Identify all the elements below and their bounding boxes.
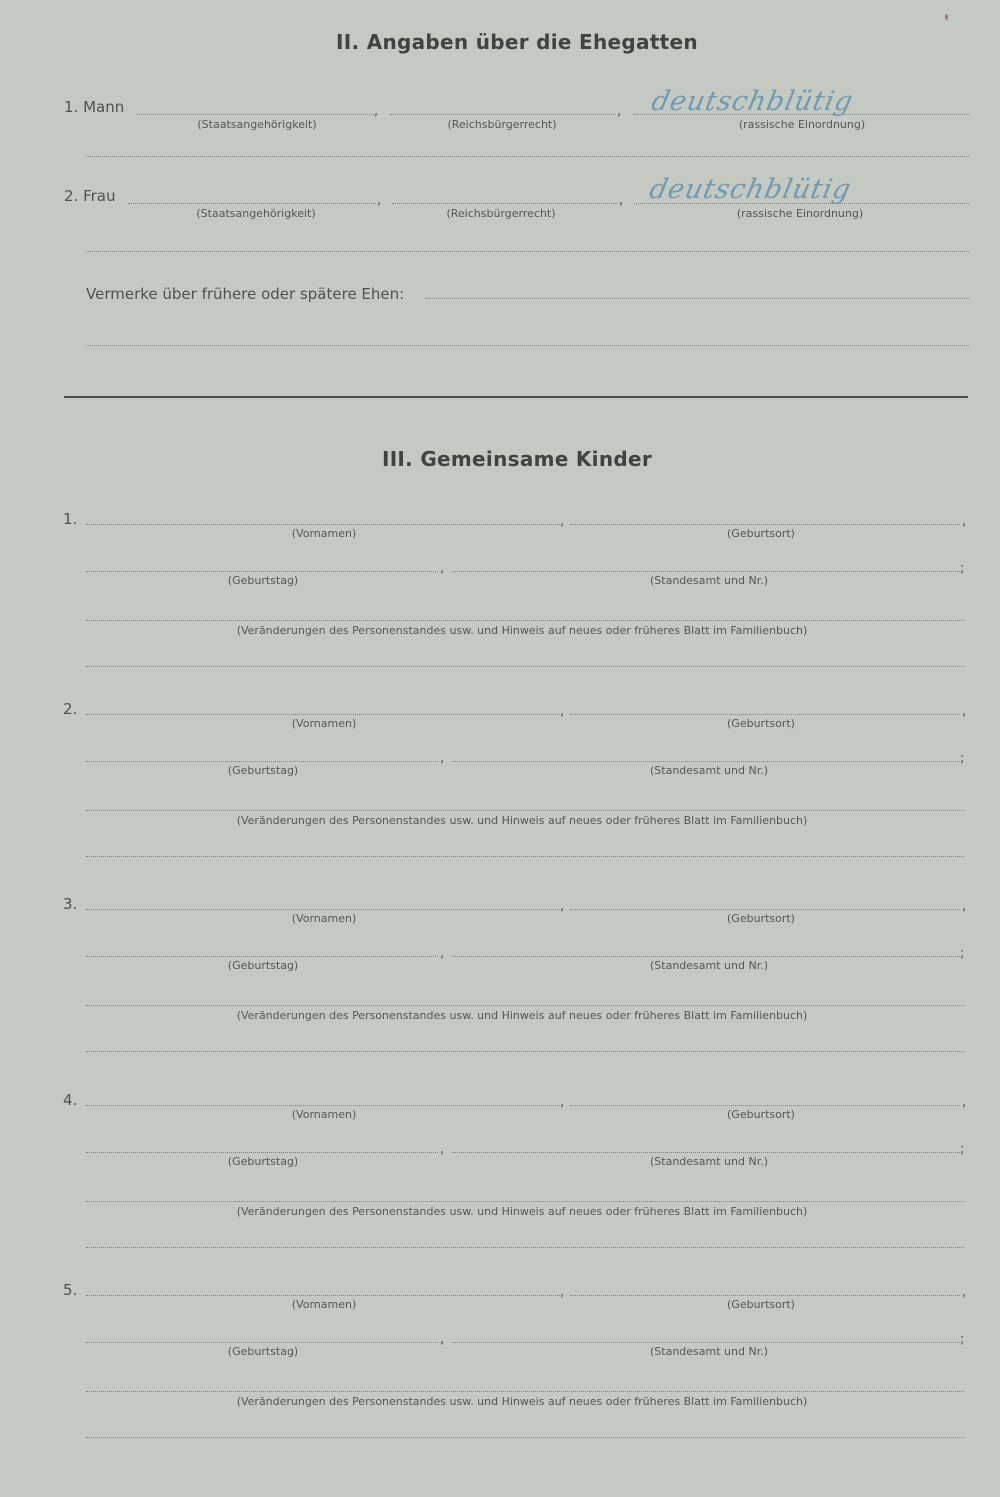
child-changes-caption: (Veränderungen des Personenstandes usw. und Hinweis auf neues oder früheres Blatt im Familienbuch) (236, 814, 808, 827)
child-number: 4. (63, 1091, 78, 1109)
semicolon: ; (960, 1142, 965, 1157)
man-reich-line[interactable] (390, 114, 616, 115)
child-birthday-caption: (Geburtstag) (227, 959, 299, 972)
child-birthday-caption: (Geburtstag) (227, 764, 299, 777)
man-citizenship-line[interactable] (137, 114, 374, 115)
child-number: 3. (63, 895, 78, 913)
child-registry-line[interactable] (452, 1342, 960, 1343)
child-birthplace-caption: (Geburtsort) (727, 912, 795, 925)
child-registry-caption: (Standesamt und Nr.) (650, 1345, 768, 1358)
child-birthday-line[interactable] (86, 1342, 438, 1343)
comma: , (560, 514, 565, 529)
comma: , (962, 514, 967, 529)
comma: , (374, 104, 379, 119)
comma: , (962, 1095, 967, 1110)
woman-label: 2. Frau (64, 187, 116, 205)
child-names-line[interactable] (86, 524, 560, 525)
child-birthday-line[interactable] (86, 956, 438, 957)
child-names-caption: (Vornamen) (291, 912, 357, 925)
child-registry-line[interactable] (452, 761, 960, 762)
child-birthday-line[interactable] (86, 761, 438, 762)
child-extra-line[interactable] (86, 856, 964, 857)
child-extra-line[interactable] (86, 1437, 964, 1438)
comma: , (962, 704, 967, 719)
child-changes-line[interactable] (86, 620, 964, 621)
child-changes-line[interactable] (86, 1005, 964, 1006)
child-registry-caption: (Standesamt und Nr.) (650, 959, 768, 972)
child-names-line[interactable] (86, 909, 560, 910)
child-birthplace-line[interactable] (570, 909, 960, 910)
child-extra-line[interactable] (86, 666, 964, 667)
child-birthplace-line[interactable] (570, 714, 960, 715)
child-names-caption: (Vornamen) (291, 717, 357, 730)
man-label: 1. Mann (64, 98, 125, 116)
comma: , (962, 899, 967, 914)
child-changes-line[interactable] (86, 1201, 964, 1202)
comma: , (560, 1285, 565, 1300)
comma: , (560, 704, 565, 719)
paper-stain (945, 14, 948, 20)
comma: , (377, 193, 382, 208)
child-birthplace-caption: (Geburtsort) (727, 1108, 795, 1121)
child-names-caption: (Vornamen) (291, 527, 357, 540)
child-registry-caption: (Standesamt und Nr.) (650, 1155, 768, 1168)
child-registry-caption: (Standesamt und Nr.) (650, 574, 768, 587)
child-birthday-line[interactable] (86, 571, 438, 572)
child-names-line[interactable] (86, 1105, 560, 1106)
child-birthplace-caption: (Geburtsort) (727, 717, 795, 730)
comma: , (440, 561, 445, 576)
man-race-caption: (rassische Einordnung) (738, 118, 866, 131)
child-changes-caption: (Veränderungen des Personenstandes usw. und Hinweis auf neues oder früheres Blatt im Familienbuch) (236, 1205, 808, 1218)
child-birthday-caption: (Geburtstag) (227, 1155, 299, 1168)
remarks-label: Vermerke über frühere oder spätere Ehen: (86, 285, 405, 303)
child-extra-line[interactable] (86, 1051, 964, 1052)
comma: , (440, 751, 445, 766)
child-birthday-caption: (Geburtstag) (227, 574, 299, 587)
child-birthday-caption: (Geburtstag) (227, 1345, 299, 1358)
child-birthplace-caption: (Geburtsort) (727, 1298, 795, 1311)
child-number: 5. (63, 1281, 78, 1299)
woman-citizenship-line[interactable] (128, 203, 376, 204)
semicolon: ; (960, 946, 965, 961)
child-changes-caption: (Veränderungen des Personenstandes usw. und Hinweis auf neues oder früheres Blatt im Familienbuch) (236, 1395, 808, 1408)
semicolon: ; (960, 561, 965, 576)
child-number: 2. (63, 700, 78, 718)
comma: , (617, 104, 622, 119)
child-names-caption: (Vornamen) (291, 1298, 357, 1311)
child-changes-caption: (Veränderungen des Personenstandes usw. und Hinweis auf neues oder früheres Blatt im Familienbuch) (236, 1009, 808, 1022)
woman-reich-caption: (Reichsbürgerrecht) (446, 207, 556, 220)
comma: , (962, 1285, 967, 1300)
child-registry-caption: (Standesamt und Nr.) (650, 764, 768, 777)
woman-reich-line[interactable] (392, 203, 618, 204)
comma: , (560, 899, 565, 914)
child-birthplace-line[interactable] (570, 1105, 960, 1106)
child-birthplace-caption: (Geburtsort) (727, 527, 795, 540)
section-2-title: II. Angaben über die Ehegatten (336, 30, 698, 54)
woman-race-caption: (rassische Einordnung) (736, 207, 864, 220)
comma: , (619, 193, 624, 208)
semicolon: ; (960, 1332, 965, 1347)
child-changes-caption: (Veränderungen des Personenstandes usw. und Hinweis auf neues oder früheres Blatt im Familienbuch) (236, 624, 808, 637)
child-number: 1. (63, 510, 78, 528)
woman-race-handwriting: deutschblütig (646, 174, 855, 205)
child-names-line[interactable] (86, 714, 560, 715)
man-reich-caption: (Reichsbürgerrecht) (447, 118, 557, 131)
comma: , (440, 946, 445, 961)
woman-citizenship-caption: (Staatsangehörigkeit) (196, 207, 316, 220)
child-registry-line[interactable] (452, 571, 960, 572)
woman-extra-line[interactable] (86, 251, 969, 252)
child-changes-line[interactable] (86, 1391, 964, 1392)
comma: , (440, 1142, 445, 1157)
child-registry-line[interactable] (452, 956, 960, 957)
man-citizenship-caption: (Staatsangehörigkeit) (197, 118, 317, 131)
man-extra-line[interactable] (86, 156, 969, 157)
remarks-line-1[interactable] (425, 298, 969, 299)
child-names-caption: (Vornamen) (291, 1108, 357, 1121)
comma: , (560, 1095, 565, 1110)
child-names-line[interactable] (86, 1295, 560, 1296)
child-registry-line[interactable] (452, 1152, 960, 1153)
comma: , (440, 1332, 445, 1347)
child-birthday-line[interactable] (86, 1152, 438, 1153)
remarks-line-2[interactable] (86, 345, 969, 346)
child-changes-line[interactable] (86, 810, 964, 811)
semicolon: ; (960, 751, 965, 766)
section-divider (64, 396, 968, 398)
section-3-title: III. Gemeinsame Kinder (381, 447, 653, 471)
man-race-handwriting: deutschblütig (648, 86, 857, 117)
child-birthplace-line[interactable] (570, 524, 960, 525)
child-birthplace-line[interactable] (570, 1295, 960, 1296)
child-extra-line[interactable] (86, 1247, 964, 1248)
